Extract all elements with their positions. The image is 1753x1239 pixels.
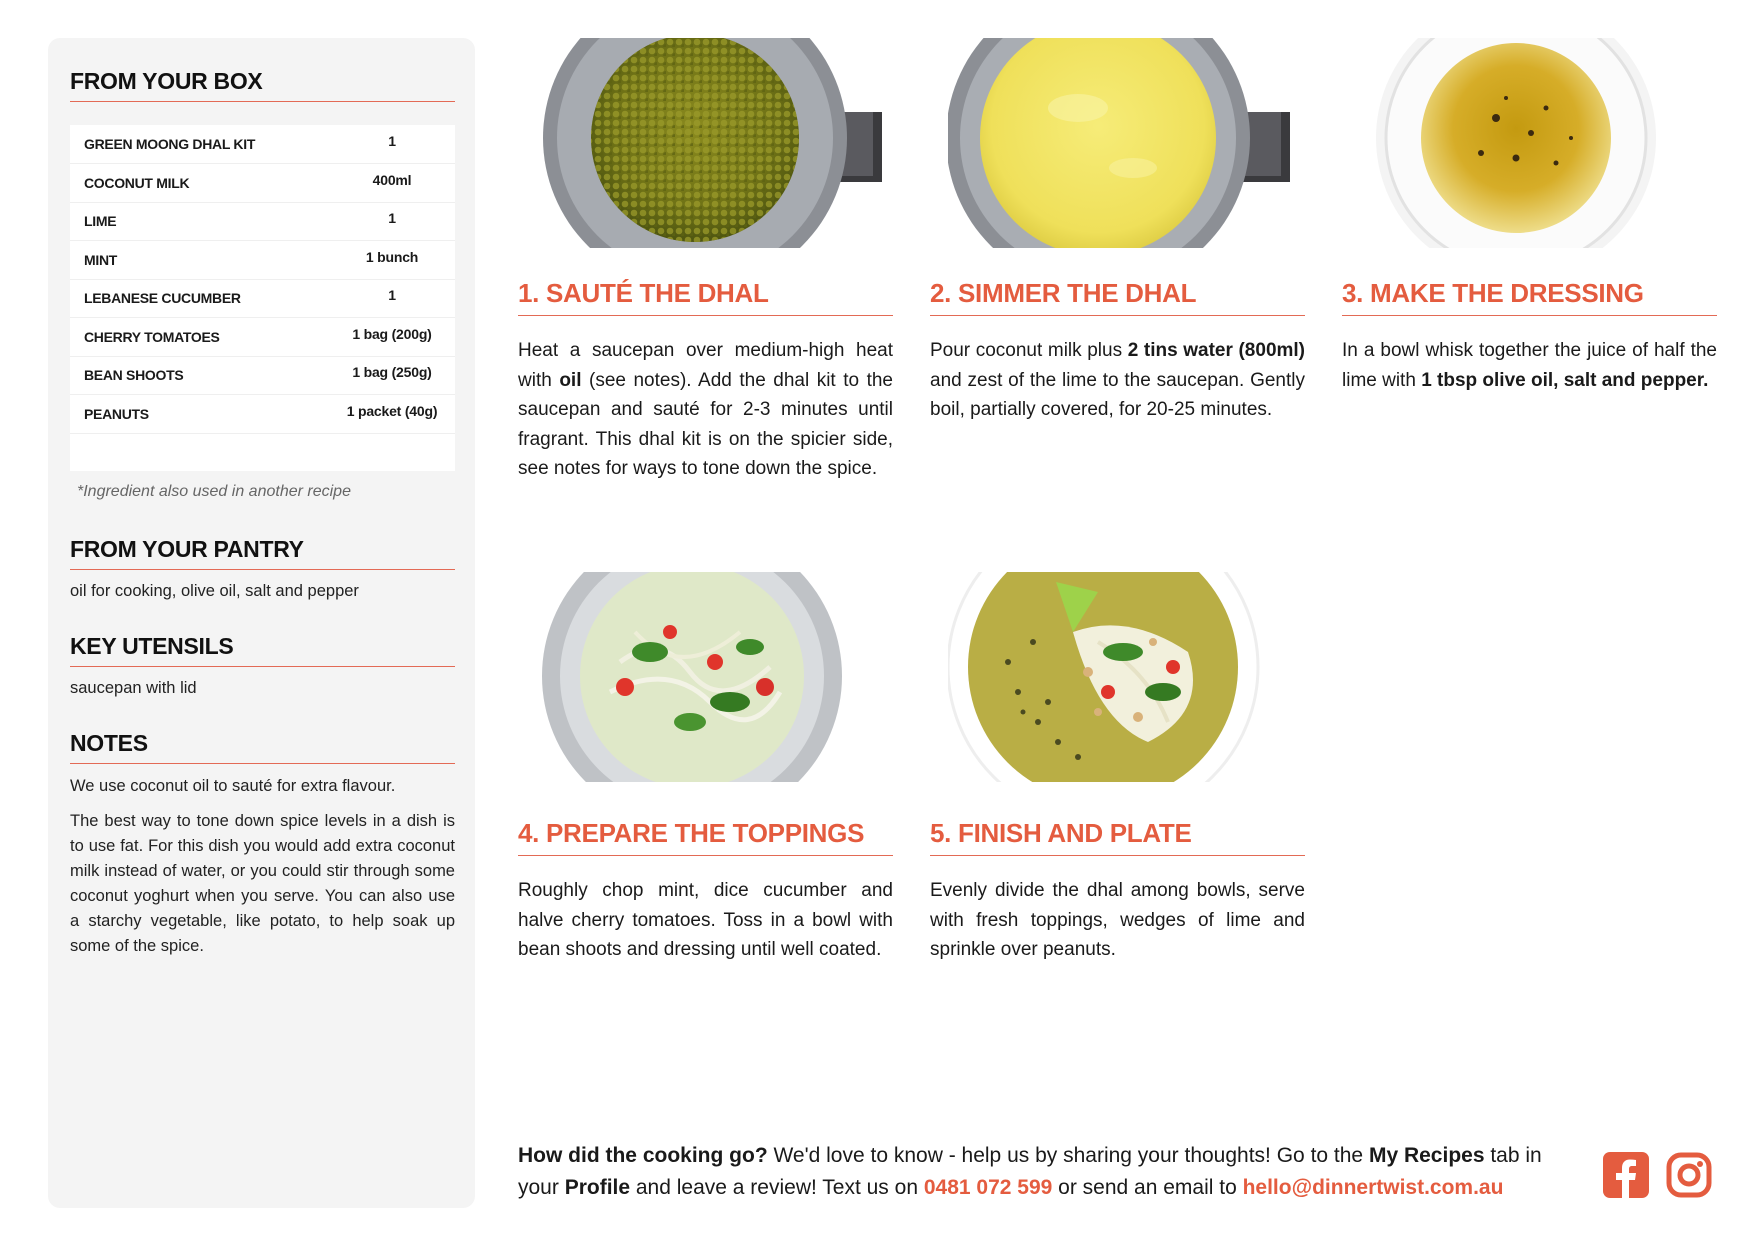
feedback-text-part: or send an email to: [1052, 1176, 1243, 1199]
step-1-bold: oil: [559, 369, 582, 391]
table-row: [70, 164, 455, 203]
email-link[interactable]: hello@dinnertwist.com.au: [1242, 1176, 1504, 1199]
ingredient-name: BEAN SHOOTS: [84, 367, 184, 383]
feedback-text-part: and leave a review! Text us on: [630, 1176, 924, 1199]
ingredient-qty: 1: [388, 210, 396, 226]
ingredient-qty: 1 bag (200g): [352, 325, 432, 342]
table-row: [70, 356, 455, 395]
step-3-text-part: In a bowl whisk together the juice of half the lime with: [1342, 340, 1717, 391]
step-3-heading: 3. MAKE THE DRESSING: [1342, 278, 1717, 316]
phone-number[interactable]: 0481 072 599: [923, 1176, 1053, 1199]
step-4-photo: [540, 572, 882, 782]
step-5-photo: [948, 572, 1290, 782]
from-your-box-heading: FROM YOUR BOX: [70, 68, 455, 102]
ingredient-name: LEBANESE CUCUMBER: [84, 290, 241, 306]
step-1-text-part: Heat a saucepan over medium-high heat with: [518, 340, 893, 391]
table-row: [70, 395, 455, 434]
ingredient-name: MINT: [84, 251, 118, 268]
instagram-icon[interactable]: [1666, 1152, 1712, 1198]
pantry-text: oil for cooking, olive oil, salt and pepper: [70, 582, 359, 600]
step-1-heading: 1. SAUTÉ THE DHAL: [518, 278, 893, 316]
step-3-text: [1342, 336, 1717, 395]
ingredient-name: GREEN MOONG DHAL KIT: [84, 136, 256, 152]
step-2-text: [930, 336, 1305, 425]
from-your-pantry-heading: FROM YOUR PANTRY: [70, 536, 455, 570]
ingredient-qty: 1 bag (250g): [352, 364, 432, 380]
step-1-text-part: (see notes). Add the dhal kit to the saucepan and sauté for 2-3 minutes until fragrant. This dhal kit is on the spicier side, see notes for ways to tone down the spice.: [518, 369, 893, 479]
feedback-text-part: We'd love to know - help us by sharing your thoughts! Go to the: [767, 1144, 1369, 1167]
step-4-heading: 4. PREPARE THE TOPPINGS: [518, 818, 893, 856]
feedback-text: [518, 1140, 1578, 1204]
profile-link: Profile: [564, 1176, 631, 1199]
ingredient-name: CHERRY TOMATOES: [84, 328, 220, 345]
step-2-bold: 2 tins water (800ml): [1127, 340, 1306, 361]
box-footnote: *Ingredient also used in another recipe: [77, 483, 351, 500]
feedback-question: How did the cooking go?: [518, 1144, 768, 1167]
my-recipes-link: My Recipes: [1368, 1144, 1485, 1167]
ingredients-table: [70, 125, 455, 471]
step-3-photo: [1356, 38, 1698, 248]
step-2-text-part: and zest of the lime to the saucepan. Gently boil, partially covered, for 20-25 minutes.: [930, 369, 1305, 420]
ingredient-name: LIME: [84, 213, 117, 229]
utensils-text: saucepan with lid: [70, 679, 197, 697]
notes-paragraph-1: We use coconut oil to sauté for extra flavour.: [70, 777, 396, 795]
step-2-heading: 2. SIMMER THE DHAL: [930, 278, 1305, 316]
table-row: [70, 241, 455, 280]
step-2-text-part: Pour coconut milk plus: [930, 340, 1128, 361]
notes-paragraph-2: The best way to tone down spice levels in a dish is to use fat. For this dish you would add extra coconut milk instead of water, or you could stir through some coconut yoghurt when you serve. You can also use a starchy vegetable, like potato, to help soak up some of the spice.: [70, 812, 455, 955]
table-row: [70, 125, 455, 164]
step-5-text: Evenly divide the dhal among bowls, serve with fresh toppings, wedges of lime and sprinkle over peanuts.: [930, 880, 1305, 960]
key-utensils-heading: KEY UTENSILS: [70, 633, 455, 667]
table-row: [70, 318, 455, 357]
notes-heading: NOTES: [70, 730, 455, 764]
ingredients-sidebar: [48, 38, 475, 1208]
step-1-text: [518, 336, 893, 484]
facebook-icon[interactable]: [1603, 1152, 1649, 1198]
ingredient-qty: 400ml: [372, 171, 412, 188]
step-5-heading: 5. FINISH AND PLATE: [930, 818, 1305, 856]
ingredient-name: COCONUT MILK: [84, 174, 190, 191]
ingredient-qty: 1: [388, 287, 396, 303]
ingredient-name: PEANUTS: [84, 405, 149, 422]
step-3-bold: 1 tbsp olive oil, salt and pepper.: [1421, 369, 1709, 391]
ingredient-qty: 1: [388, 133, 396, 149]
table-row: [70, 202, 455, 241]
table-row: [70, 279, 455, 318]
ingredient-qty: 1 bunch: [365, 248, 419, 265]
step-2-photo: [948, 38, 1290, 248]
ingredient-qty: 1 packet (40g): [346, 402, 438, 419]
step-4-text: Roughly chop mint, dice cucumber and halve cherry tomatoes. Toss in a bowl with bean shoots and dressing until well coated.: [518, 880, 893, 960]
step-1-photo: [540, 38, 882, 248]
feedback-text-part: tab in your: [518, 1144, 1542, 1199]
